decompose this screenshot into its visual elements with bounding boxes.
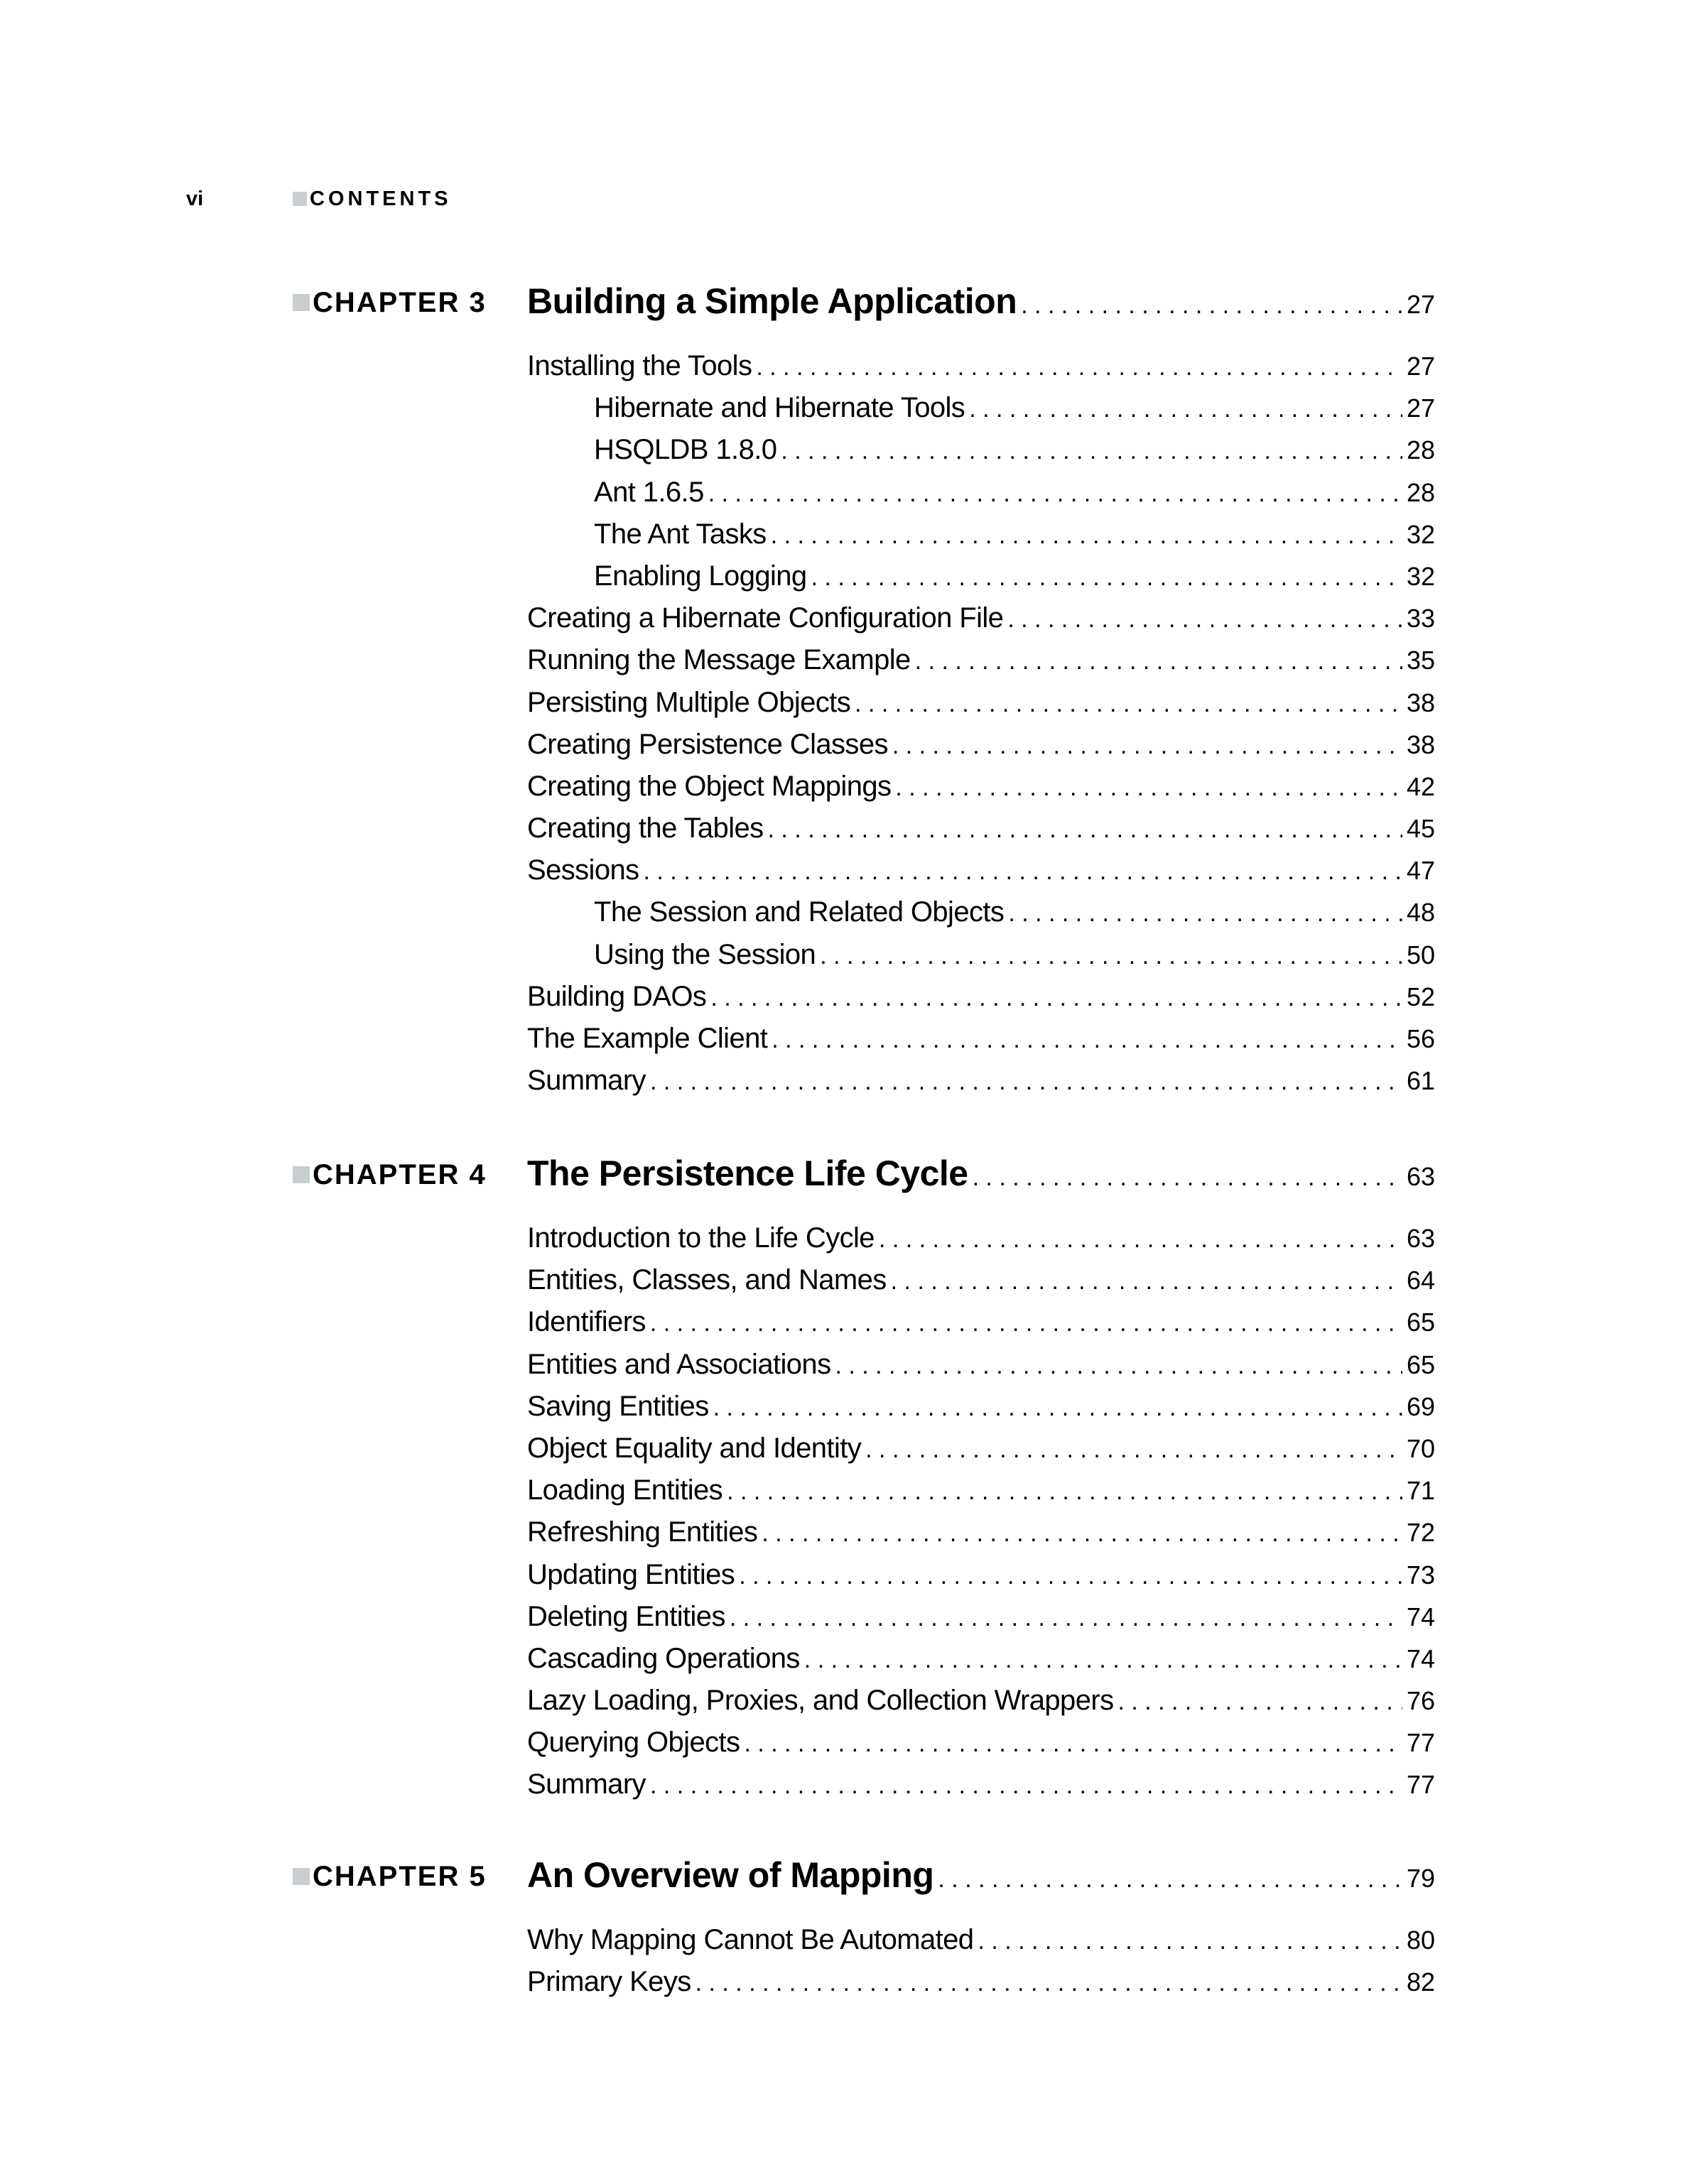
dot-leader: [835, 1345, 1402, 1387]
chapter-page-number: 63: [1406, 1162, 1435, 1191]
chapter-block: [293, 1854, 1435, 1998]
entry-title: Querying Objects: [527, 1727, 740, 1759]
entry-title: The Example Client: [527, 1023, 768, 1054]
entry-page-number: 73: [1406, 1560, 1435, 1590]
entry-title: Primary Keys: [527, 1966, 691, 1998]
entry-title: Creating Persistence Classes: [527, 728, 888, 760]
entry-title: Deleting Entities: [527, 1600, 725, 1632]
entry-page-number: 82: [1406, 1967, 1435, 1997]
entry-page-number: 64: [1406, 1266, 1435, 1295]
toc-entry[interactable]: [527, 808, 1435, 849]
entry-title: Creating the Tables: [527, 813, 764, 844]
dot-leader: [855, 683, 1402, 725]
dot-leader: [804, 1639, 1402, 1681]
entry-page-number: 32: [1406, 561, 1435, 591]
dot-leader: [650, 1765, 1402, 1807]
entry-page-number: 63: [1406, 1224, 1435, 1253]
toc-subentry[interactable]: [527, 555, 1435, 597]
entry-title: Creating a Hibernate Configuration File: [527, 602, 1004, 634]
entry-page-number: 70: [1406, 1433, 1435, 1463]
entry-page-number: 74: [1406, 1644, 1435, 1673]
entry-page-number: 27: [1406, 393, 1435, 423]
entry-title: Hibernate and Hibernate Tools: [594, 392, 965, 424]
toc-entry[interactable]: [527, 1344, 1435, 1386]
entry-page-number: 76: [1406, 1686, 1435, 1716]
entry-title: Persisting Multiple Objects: [527, 686, 851, 718]
entry-title: Entities and Associations: [527, 1348, 831, 1380]
toc-subentry[interactable]: [527, 387, 1435, 429]
chapter-page-number: 79: [1406, 1864, 1435, 1893]
chapter-title-line[interactable]: [527, 1152, 1435, 1199]
entry-page-number: 27: [1406, 352, 1435, 381]
toc-entry[interactable]: [527, 682, 1435, 724]
dot-leader: [895, 767, 1402, 809]
dot-leader: [739, 1555, 1402, 1597]
entry-title: Cascading Operations: [527, 1642, 800, 1674]
entry-page-number: 77: [1406, 1728, 1435, 1758]
toc-entry[interactable]: [527, 849, 1435, 891]
section-label: [293, 186, 452, 212]
chapter-label: [293, 1159, 487, 1190]
toc-entry[interactable]: [527, 1961, 1435, 2003]
chapter-title-line[interactable]: [527, 1854, 1435, 1901]
chapter-label: [293, 1861, 487, 1892]
dot-leader: [710, 977, 1402, 1019]
dot-leader: [713, 1387, 1402, 1429]
square-bullet-icon: [293, 1868, 310, 1885]
entry-title: Updating Entities: [527, 1558, 735, 1590]
dot-leader: [969, 389, 1402, 430]
toc-entry[interactable]: [527, 1301, 1435, 1343]
toc-entry[interactable]: [527, 1259, 1435, 1301]
toc-entry[interactable]: [527, 345, 1435, 387]
entry-title: Ant 1.6.5: [594, 476, 704, 508]
square-bullet-icon: [293, 192, 307, 206]
dot-leader: [727, 1471, 1402, 1513]
dot-leader: [768, 809, 1402, 851]
dot-leader: [644, 851, 1402, 893]
entry-title: Sessions: [527, 854, 639, 886]
toc-entry[interactable]: [527, 1018, 1435, 1060]
chapter-label-text: CHAPTER 4: [313, 1159, 487, 1190]
dot-leader: [938, 1858, 1402, 1901]
chapter-heading: [293, 1152, 1435, 1195]
entry-title: Installing the Tools: [527, 350, 752, 381]
entry-title: Running the Message Example: [527, 644, 911, 676]
entry-title: Saving Entities: [527, 1390, 709, 1422]
toc-entry[interactable]: [527, 1217, 1435, 1259]
entry-page-number: 33: [1406, 604, 1435, 634]
dot-leader: [744, 1723, 1402, 1765]
entry-title: Summary: [527, 1065, 646, 1097]
entry-title: Loading Entities: [527, 1474, 723, 1506]
dot-leader: [695, 1962, 1402, 2004]
entry-title: Refreshing Entities: [527, 1516, 758, 1548]
dot-leader: [1021, 284, 1402, 327]
entry-page-number: 48: [1406, 898, 1435, 928]
dot-leader: [879, 1219, 1402, 1261]
entry-title: Entities, Classes, and Names: [527, 1264, 887, 1296]
section-label-text: CONTENTS: [310, 188, 452, 210]
toc-subentry[interactable]: [527, 934, 1435, 976]
entry-title: Enabling Logging: [594, 560, 807, 592]
entry-title: Introduction to the Life Cycle: [527, 1222, 875, 1254]
entry-page-number: 72: [1406, 1518, 1435, 1548]
dot-leader: [1117, 1681, 1402, 1723]
entry-page-number: 38: [1406, 729, 1435, 759]
toc-entry[interactable]: [527, 766, 1435, 808]
entry-page-number: 32: [1406, 519, 1435, 549]
entry-title: Why Mapping Cannot Be Automated: [527, 1924, 974, 1955]
toc-entry[interactable]: [527, 1638, 1435, 1680]
entry-title: Lazy Loading, Proxies, and Collection Wrappers: [527, 1685, 1114, 1717]
chapter-title: An Overview of Mapping: [527, 1855, 934, 1895]
entry-list: [527, 1919, 1435, 2003]
toc-subentry[interactable]: [527, 472, 1435, 514]
entry-page-number: 77: [1406, 1770, 1435, 1800]
entry-title: Summary: [527, 1769, 646, 1800]
entry-page-number: 38: [1406, 688, 1435, 717]
entry-title: Object Equality and Identity: [527, 1432, 862, 1464]
toc-subentry[interactable]: [527, 514, 1435, 555]
chapter-label-text: CHAPTER 3: [313, 287, 487, 318]
dot-leader: [756, 347, 1402, 389]
entry-page-number: 52: [1406, 982, 1435, 1011]
dot-leader: [771, 515, 1402, 557]
chapter-block: [293, 280, 1435, 1097]
dot-leader: [915, 641, 1402, 683]
dot-leader: [762, 1513, 1402, 1555]
toc-entry[interactable]: [527, 1722, 1435, 1764]
dot-leader: [708, 473, 1402, 515]
entry-page-number: 45: [1406, 814, 1435, 844]
toc-entry[interactable]: [527, 1596, 1435, 1638]
entry-title: The Ant Tasks: [594, 518, 767, 550]
toc-entry[interactable]: [527, 1428, 1435, 1469]
toc-entry[interactable]: [527, 976, 1435, 1018]
entry-page-number: 50: [1406, 940, 1435, 969]
chapter-page-number: 27: [1406, 290, 1435, 319]
chapter-label-text: CHAPTER 5: [313, 1861, 487, 1892]
entry-page-number: 61: [1406, 1066, 1435, 1096]
chapter-block: [293, 1152, 1435, 1800]
entry-page-number: 65: [1406, 1308, 1435, 1337]
dot-leader: [781, 430, 1402, 472]
toc-entry[interactable]: [527, 597, 1435, 639]
toc-entry[interactable]: [527, 1511, 1435, 1553]
entry-page-number: 71: [1406, 1476, 1435, 1506]
toc-entry[interactable]: [527, 724, 1435, 766]
dot-leader: [892, 725, 1402, 767]
dot-leader: [1008, 893, 1402, 935]
entry-page-number: 80: [1406, 1925, 1435, 1955]
chapter-title: Building a Simple Application: [527, 281, 1017, 321]
chapter-label: [293, 287, 487, 318]
entry-page-number: 28: [1406, 435, 1435, 465]
toc-subentry[interactable]: [527, 891, 1435, 933]
page-number: vi: [186, 188, 204, 210]
chapter-title-line[interactable]: [527, 280, 1435, 327]
entry-page-number: 42: [1406, 771, 1435, 801]
toc-entry[interactable]: [527, 1060, 1435, 1102]
entry-page-number: 74: [1406, 1602, 1435, 1631]
toc-entry[interactable]: [527, 1469, 1435, 1511]
entry-page-number: 35: [1406, 646, 1435, 675]
chapter-title: The Persistence Life Cycle: [527, 1153, 968, 1193]
toc-entry[interactable]: [527, 639, 1435, 681]
toc-entry[interactable]: [527, 1919, 1435, 1961]
toc-entry[interactable]: [527, 1554, 1435, 1596]
entry-page-number: 56: [1406, 1024, 1435, 1053]
toc-entry[interactable]: [527, 1386, 1435, 1428]
entry-title: Creating the Object Mappings: [527, 770, 892, 802]
dot-leader: [772, 1019, 1402, 1061]
dot-leader: [650, 1303, 1402, 1344]
dot-leader: [978, 1920, 1402, 1962]
entry-title: Building DAOs: [527, 980, 707, 1012]
entry-page-number: 47: [1406, 856, 1435, 886]
chapter-heading: [293, 1854, 1435, 1896]
running-head: [186, 186, 826, 212]
dot-leader: [730, 1597, 1402, 1639]
dot-leader: [973, 1156, 1402, 1199]
dot-leader: [1007, 599, 1402, 641]
toc-entry[interactable]: [527, 1680, 1435, 1722]
entry-page-number: 69: [1406, 1391, 1435, 1421]
entry-page-number: 65: [1406, 1349, 1435, 1379]
square-bullet-icon: [293, 1166, 310, 1183]
square-bullet-icon: [293, 294, 310, 311]
entry-list: [527, 1217, 1435, 1806]
entry-title: Identifiers: [527, 1306, 646, 1338]
entry-title: Using the Session: [594, 938, 816, 970]
dot-leader: [891, 1261, 1402, 1303]
entry-list: [527, 345, 1435, 1102]
dot-leader: [811, 557, 1402, 599]
entry-title: HSQLDB 1.8.0: [594, 434, 777, 466]
dot-leader: [820, 935, 1402, 977]
entry-title: The Session and Related Objects: [594, 896, 1005, 928]
toc-entry[interactable]: [527, 1764, 1435, 1805]
toc-subentry[interactable]: [527, 429, 1435, 471]
dot-leader: [865, 1429, 1402, 1471]
entry-page-number: 28: [1406, 477, 1435, 507]
chapter-heading: [293, 280, 1435, 322]
dot-leader: [650, 1061, 1402, 1103]
